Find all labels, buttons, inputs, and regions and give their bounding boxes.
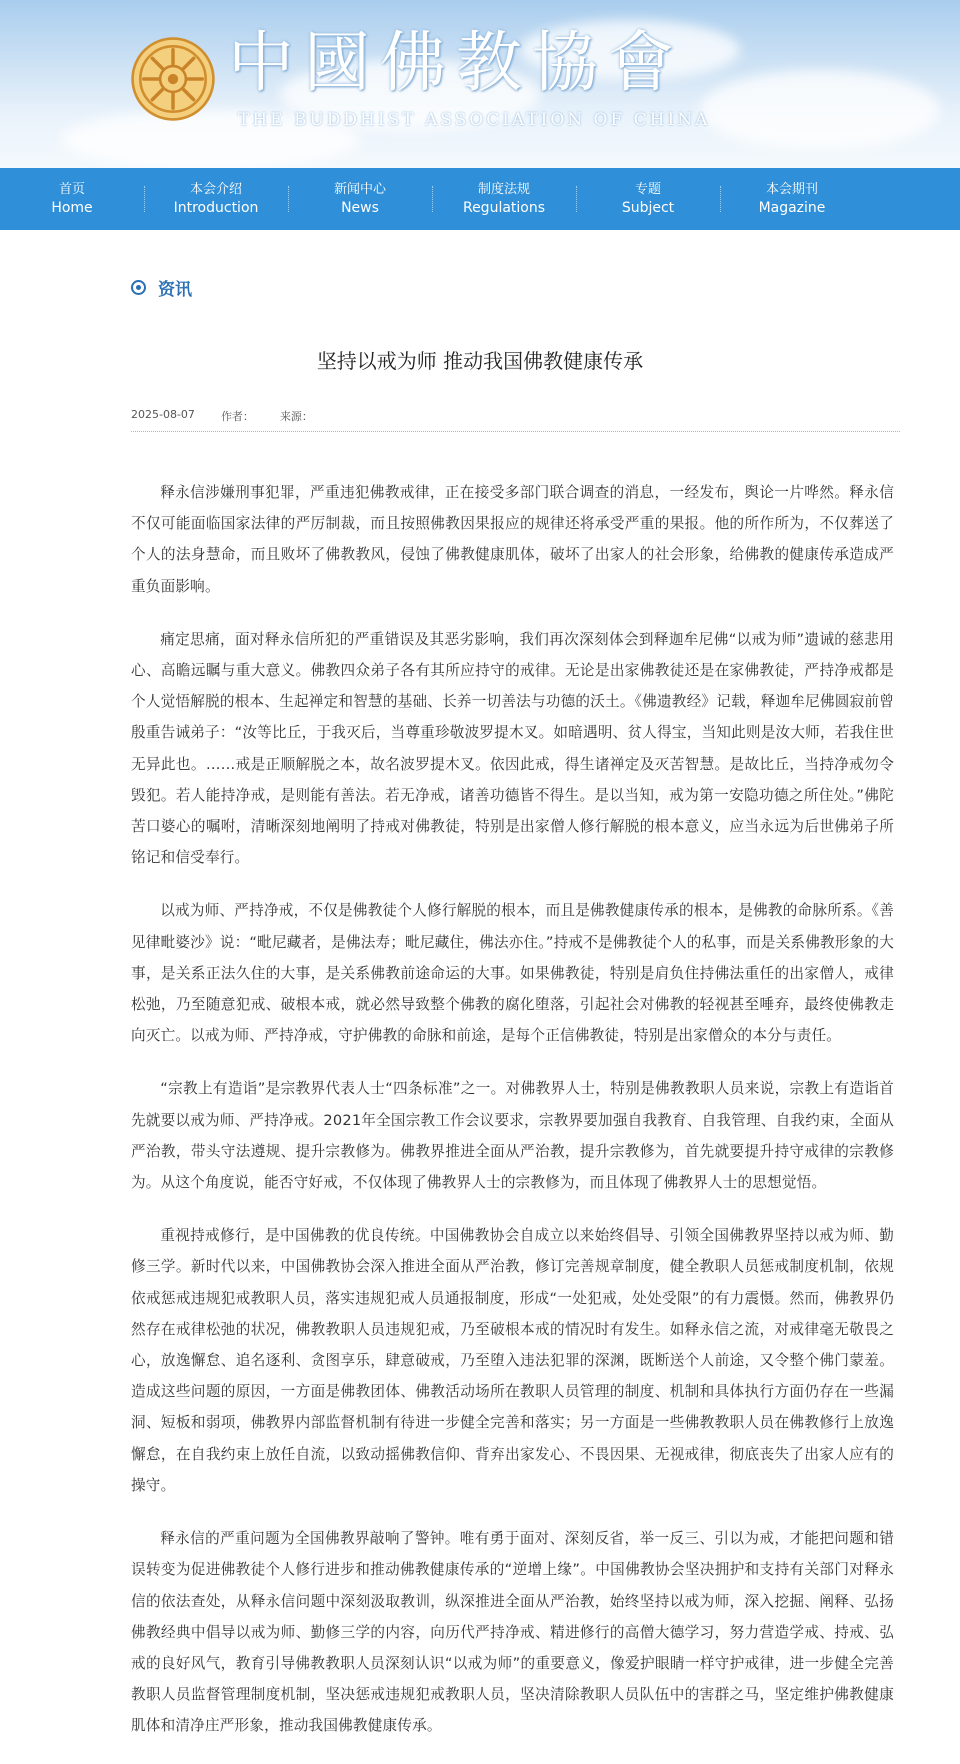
main-nav — [0, 168, 960, 230]
site-title: 中國佛教協會 — [228, 24, 684, 101]
site-subtitle: THE BUDDHIST ASSOCIATION OF CHINA — [238, 110, 711, 130]
nav-label-cn: 制度法规 — [477, 182, 530, 197]
target-circle-icon — [131, 280, 146, 295]
nav-label-en: Introduction — [173, 200, 259, 216]
author-label: 作者： — [220, 410, 254, 423]
paragraph: 重视持戒修行，是中国佛教的优良传统。中国佛教协会自成立以来始终倡导、引领全国佛教界坚持以戒为师、勤修三学。新时代以来，中国佛教协会深入推进全面从严治教，修订完善规章制度，健全教职人员惩戒制度机制，依规依戒惩戒违规犯戒教职人员，落实违规犯戒人员通报制度，形成“一处犯戒，处处受限”的有力震慑。然而，佛教界仍然存在戒律松弛的状况，佛教教职人员违规犯戒，乃至破根本戒的情况时有发生。如释永信之流，对戒律毫无敬畏之心，放逸懈怠、追名逐利、贪图享乐，肆意破戒，乃至堕入违法犯罪的深渊，既断送个人前途，又令整个佛门蒙羞。造成这些问题的原因，一方面是佛教团体、佛教活动场所在教职人员管理的制度、机制和具体执行方面仍存在一些漏洞、短板和弱项，佛教界内部监督机制有待进一步健全完善和落实；另一方面是一些佛教教职人员在佛教修行上放逸懈怠，在自我约束上放任自流，以致动摇佛教信仰、背弃出家发心、不畏因果、无视戒律，彻底丧失了出家人应有的操守。 — [131, 1227, 894, 1494]
cloud-decoration — [700, 70, 940, 150]
paragraph: 释永信涉嫌刑事犯罪，严重违犯佛教戒律，正在接受多部门联合调查的消息，一经发布，舆论一片哗然。释永信不仅可能面临国家法律的严厉制裁，而且按照佛教因果报应的规律还将承受严重的果报。他的所作所为，不仅葬送了个人的法身慧命，而且败坏了佛教教风，侵蚀了佛教健康肌体，破坏了出家人的社会形象，给佛教的健康传承造成严重负面影响。 — [131, 484, 894, 595]
nav-item-regulations[interactable] — [432, 168, 576, 230]
nav-item-introduction[interactable] — [144, 168, 288, 230]
site-header — [0, 0, 960, 168]
paragraph: 释永信的严重问题为全国佛教界敲响了警钟。唯有勇于面对、深刻反省，举一反三、引以为戒，才能把问题和错误转变为促进佛教徒个人修行进步和推动佛教健康传承的“逆增上缘”。中国佛教协会坚决拥护和支持有关部门对释永信的依法查处，从释永信问题中深刻汲取教训，纵深推进全面从严治教，始终坚持以戒为师，深入挖掘、阐释、弘扬佛教经典中倡导以戒为师、勤修三学的内容，向历代严持净戒、精进修行的高僧大德学习，努力营造学戒、持戒、弘戒的良好风气，教育引导佛教教职人员深刻认识“以戒为师”的重要意义，像爱护眼睛一样守护戒律，进一步健全完善教职人员监督管理制度机制，坚决惩戒违规犯戒教职人员，坚决清除教职人员队伍中的害群之马，坚定维护佛教健康肌体和清净庄严形象，推动我国佛教健康传承。 — [131, 1530, 894, 1735]
source-label: 来源： — [279, 410, 313, 423]
article-body — [131, 477, 894, 1764]
paragraph: 痛定思痛，面对释永信所犯的严重错误及其恶劣影响，我们再次深刻体会到释迦牟尼佛“以戒为师”遗诫的慈悲用心、高瞻远瞩与重大意义。佛教四众弟子各有其所应持守的戒律。无论是出家佛教徒还是在家佛教徒，严持净戒都是个人觉悟解脱的根本、生起禅定和智慧的基础、长养一切善法与功德的沃土。《佛遗教经》记载，释迦牟尼佛圆寂前曾殷重告诫弟子：“汝等比丘，于我灭后，当尊重珍敬波罗提木叉。如暗遇明、贫人得宝，当知此则是汝大师，若我住世无异此也。……戒是正顺解脱之本，故名波罗提木叉。依因此戒，得生诸禅定及灭苦智慧。是故比丘，当持净戒勿令毁犯。若人能持净戒，是则能有善法。若无净戒，诸善功德皆不得生。是以当知，戒为第一安隐功德之所住处。”佛陀苦口婆心的嘱咐，清晰深刻地阐明了持戒对佛教徒，特别是出家僧人修行解脱的根本意义，应当永远为后世佛弟子所铭记和信受奉行。 — [131, 630, 894, 867]
paragraph: “宗教上有造诣”是宗教界代表人士“四条标准”之一。对佛教界人士，特别是佛教教职人员来说，宗教上有造诣首先就要以戒为师、严持净戒。2021年全国宗教工作会议要求，宗教界要加强自我教育、自我管理、自我约束，全面从严治教，带头守法遵规、提升宗教修为。佛教界推进全面从严治教，提升宗教修为，首先就要提升持守戒律的宗教修为。从这个角度说，能否守好戒，不仅体现了佛教界人士的宗教修为，而且体现了佛教界人士的思想觉悟。 — [131, 1080, 894, 1192]
nav-item-news[interactable] — [288, 168, 432, 230]
divider — [131, 431, 900, 432]
dharma-wheel-logo-icon[interactable] — [130, 36, 216, 122]
article-meta — [131, 408, 339, 424]
nav-item-home[interactable] — [0, 168, 144, 230]
nav-label-en: Subject — [621, 200, 675, 216]
nav-label-cn: 本会介绍 — [189, 182, 242, 197]
nav-label-cn: 专题 — [634, 182, 661, 197]
article-title: 坚持以戒为师 推动我国佛教健康传承 — [316, 349, 644, 373]
nav-label-en: News — [341, 200, 379, 216]
nav-item-magazine[interactable] — [720, 168, 864, 230]
nav-label-en: Home — [51, 200, 93, 216]
nav-label-cn: 首页 — [58, 182, 85, 197]
article-date: 2025-08-07 — [131, 408, 195, 421]
nav-label-cn: 本会期刊 — [765, 182, 818, 197]
paragraph: 以戒为师、严持净戒，不仅是佛教徒个人修行解脱的根本，而且是佛教健康传承的根本，是佛教的命脉所系。《善见律毗婆沙》说：“毗尼藏者，是佛法寿；毗尼藏住，佛法亦住。”持戒不是佛教徒个人的私事，而是关系佛教形象的大事，是关系正法久住的大事，是关系佛教前途命运的大事。如果佛教徒，特别是肩负住持佛法重任的出家僧人，戒律松弛，乃至随意犯戒、破根本戒，就必然导致整个佛教的腐化堕落，引起社会对佛教的轻视甚至唾弃，最终使佛教走向灭亡。以戒为师、严持净戒，守护佛教的命脉和前途，是每个正信佛教徒，特别是出家僧众的本分与责任。 — [131, 902, 894, 1045]
nav-label-en: Magazine — [758, 200, 826, 216]
nav-item-subject[interactable] — [576, 168, 720, 230]
section-heading — [131, 275, 192, 300]
section-label[interactable]: 资讯 — [158, 280, 192, 300]
nav-label-cn: 新闻中心 — [333, 182, 386, 197]
nav-label-en: Regulations — [462, 200, 546, 216]
